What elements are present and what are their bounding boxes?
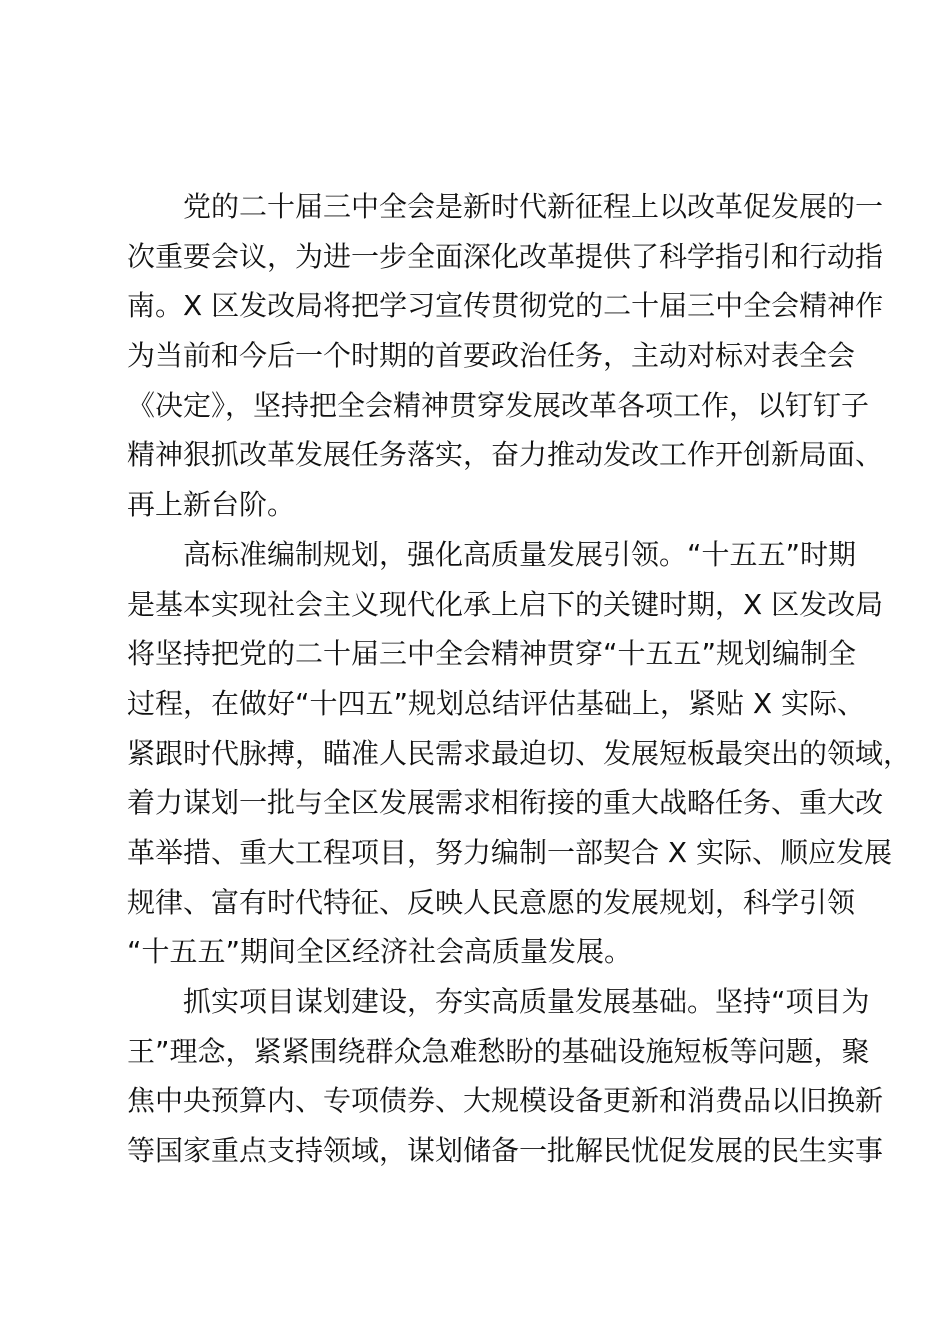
text-line: 紧跟时代脉搏，瞄准人民需求最迫切、发展短板最突出的领域，	[127, 736, 912, 770]
document-body	[127, 182, 912, 1176]
text-line: 是基本实现社会主义现代化承上启下的关键时期，X 区发改局	[127, 587, 884, 621]
text-line: 等国家重点支持领域，谋划储备一批解民忧促发展的民生实事	[127, 1134, 884, 1168]
text-line: 过程，在做好“十四五”规划总结评估基础上，紧贴 X 实际、	[127, 686, 865, 720]
text-line: “十五五”期间全区经济社会高质量发展。	[127, 935, 633, 969]
text-line: 王”理念，紧紧围绕群众急难愁盼的基础设施短板等问题，聚	[127, 1034, 870, 1068]
text-line: 将坚持把党的二十届三中全会精神贯穿“十五五”规划编制全	[127, 637, 857, 671]
text-line: 革举措、重大工程项目，努力编制一部契合 X 实际、顺应发展	[127, 835, 892, 869]
text-line: 为当前和今后一个时期的首要政治任务，主动对标对表全会	[127, 339, 856, 373]
text-line: 着力谋划一批与全区发展需求相衔接的重大战略任务、重大改	[127, 786, 884, 820]
text-line: 精神狠抓改革发展任务落实，奋力推动发改工作开创新局面、	[127, 438, 884, 472]
text-line: 规律、富有时代特征、反映人民意愿的发展规划，科学引领	[127, 885, 856, 919]
text-line: 再上新台阶。	[127, 488, 296, 522]
text-line: 党的二十届三中全会是新时代新征程上以改革促发展的一	[183, 190, 884, 223]
paragraph-intro	[127, 182, 884, 530]
paragraph-projects	[127, 977, 884, 1176]
paragraph-planning	[127, 530, 912, 977]
text-line: 南。X 区发改局将把学习宣传贯彻党的二十届三中全会精神作	[127, 289, 884, 323]
text-line: 焦中央预算内、专项债券、大规模设备更新和消费品以旧换新	[127, 1084, 884, 1118]
text-line: 高标准编制规划，强化高质量发展引领。“十五五”时期	[183, 537, 857, 571]
text-line: 次重要会议，为进一步全面深化改革提供了科学指引和行动指	[127, 239, 884, 273]
text-line: 抓实项目谋划建设，夯实高质量发展基础。坚持“项目为	[183, 985, 870, 1018]
text-line: 《决定》，坚持把全会精神贯穿发展改革各项工作，以钉钉子	[127, 388, 870, 422]
